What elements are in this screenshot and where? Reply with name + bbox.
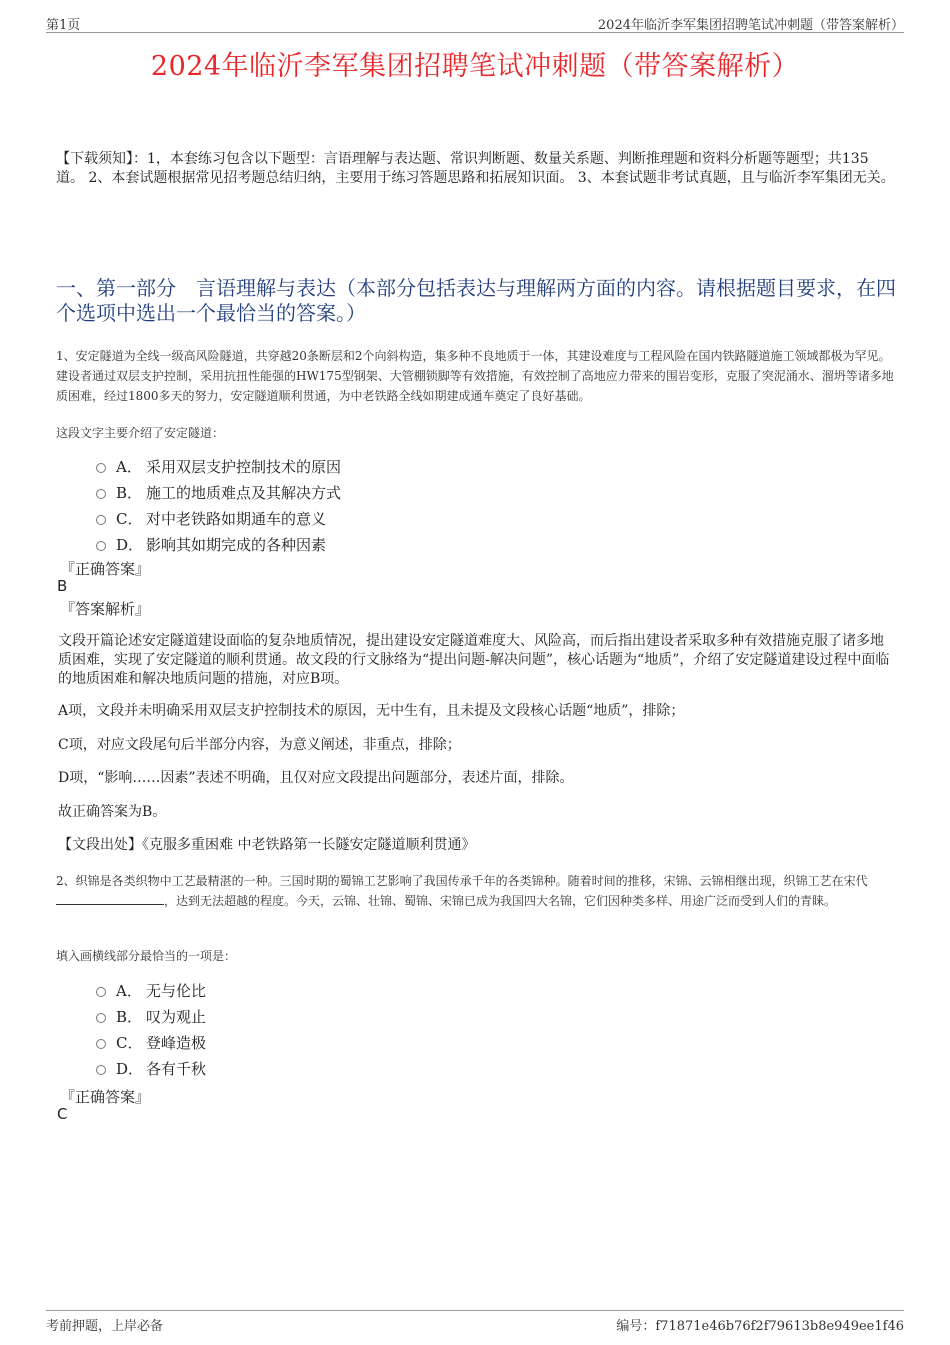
question-2-prompt: 填入画横线部分最恰当的一项是： [56, 949, 237, 963]
page-number: 第1页 [46, 18, 81, 33]
correct-answer: B [57, 577, 68, 595]
document-title: 2024年临沂李军集团招聘笔试冲刺题（带答案解析） [150, 51, 800, 82]
option-letter: A． [116, 457, 142, 476]
option-a[interactable] [96, 453, 341, 479]
option-c[interactable] [96, 505, 341, 531]
analysis-paragraph: A项，文段并未明确采用双层支护控制技术的原因，无中生有，且未提及文段核心话题“地质”，排除； [58, 703, 685, 719]
option-b[interactable] [96, 479, 341, 505]
option-text: 采用双层支护控制技术的原因 [146, 457, 342, 476]
analysis-paragraph: 故正确答案为B。 [58, 804, 167, 820]
option-letter: D． [116, 535, 144, 554]
section-heading: 一、第一部分 言语理解与表达（本部分包括表达与理解两方面的内容。请根据题目要求，在四个选项中选出一个最恰当的答案。） [56, 276, 896, 325]
option-letter: B． [116, 1007, 143, 1026]
question-1-text: 1、安定隧道为全线一级高风险隧道，共穿越20条断层和2个向斜构造，集多种不良地质于一体，其建设难度与工程风险在国内铁路隧道施工领域都极为罕见。建设者通过双层支护控制，采用抗扭性能强的HW175型钢架、大管棚锁脚等有效措施，有效控制了高地应力带来的围岩变形，克服了突泥涌水、溜坍等诸多地质困难，经过1800多天的努力，安定隧道顺利贯通，为中老铁路全线如期建成通车奠定了良好基础。 [56, 349, 894, 403]
radio-icon[interactable] [96, 1065, 106, 1075]
download-notice: 【下载须知】：1，本套练习包含以下题型：言语理解与表达题、常识判断题、数量关系题、判断推理题和资料分析题等题型；共135道。 2、本套试题根据常见招考题总结归纳，主要用于练习答题思路和拓展知识面。 3、本套试题非考试真题，且与临沂李军集团无关。 [56, 151, 895, 186]
option-text: 无与伦比 [146, 981, 207, 1000]
correct-answer: C [57, 1105, 68, 1123]
radio-icon[interactable] [96, 515, 106, 525]
question-1-prompt: 这段文字主要介绍了安定隧道： [56, 426, 225, 440]
header-doc-title: 2024年临沂李军集团招聘笔试冲刺题（带答案解析） [597, 18, 904, 33]
page-header [46, 14, 904, 33]
page-footer [46, 1310, 904, 1334]
footer-serial: 编号：f71871e46b76f2f79613b8e949ee1f46 [616, 1319, 904, 1334]
option-text: 登峰造极 [146, 1033, 207, 1052]
footer-slogan: 考前押题，上岸必备 [46, 1319, 164, 1334]
option-d[interactable] [96, 1055, 206, 1081]
analysis-paragraph: 文段开篇论述安定隧道建设面临的复杂地质情况，提出建设安定隧道难度大、风险高，而后指出建设者采取多种有效措施克服了诸多地质困难，实现了安定隧道的顺利贯通。故文段的行文脉络为“提出问题-解决问题”，核心话题为“地质”，介绍了安定隧道建设过程中面临的地质困难和解决地质问题的措施，对应B项。 [58, 633, 890, 687]
fill-blank [56, 892, 164, 905]
correct-answer-label: 『正确答案』 [60, 1088, 151, 1106]
radio-icon[interactable] [96, 489, 106, 499]
analysis-paragraph: D项，“影响……因素”表述不明确，且仅对应文段提出问题部分，表述片面，排除。 [58, 770, 574, 786]
option-letter: B． [116, 483, 143, 502]
question-2-text-after: ，达到无法超越的程度。今天，云锦、壮锦、蜀锦、宋锦已成为我国四大名锦，它们因种类多样、用途广泛而受到人们的青睐。 [164, 894, 837, 908]
radio-icon[interactable] [96, 541, 106, 551]
option-text: 影响其如期完成的各种因素 [146, 535, 327, 554]
correct-answer-label: 『正确答案』 [60, 560, 151, 578]
radio-icon[interactable] [96, 1013, 106, 1023]
analysis-label: 『答案解析』 [60, 600, 151, 618]
question-2-text-before: 2、织锦是各类织物中工艺最精湛的一种。三国时期的蜀锦工艺影响了我国传承千年的各类锦种。随着时间的推移，宋锦、云锦相继出现，织锦工艺在宋代 [56, 874, 868, 888]
option-text: 对中老铁路如期通车的意义 [146, 509, 327, 528]
option-letter: A． [116, 981, 142, 1000]
source-citation: 【文段出处】《克服多重困难 中老铁路第一长隧安定隧道顺利贯通》 [58, 837, 476, 853]
option-c[interactable] [96, 1029, 206, 1055]
option-a[interactable] [96, 977, 206, 1003]
option-d[interactable] [96, 531, 341, 557]
option-b[interactable] [96, 1003, 206, 1029]
question-1-options [96, 453, 341, 557]
question-2-options [96, 977, 206, 1081]
option-text: 各有千秋 [146, 1059, 207, 1078]
option-letter: C． [116, 1033, 143, 1052]
radio-icon[interactable] [96, 1039, 106, 1049]
radio-icon[interactable] [96, 987, 106, 997]
option-text: 叹为观止 [146, 1007, 207, 1026]
question-2-text [56, 871, 896, 911]
option-letter: C． [116, 509, 143, 528]
radio-icon[interactable] [96, 463, 106, 473]
analysis-paragraph: C项，对应文段尾句后半部分内容，为意义阐述，非重点，排除； [58, 737, 461, 753]
option-text: 施工的地质难点及其解决方式 [146, 483, 342, 502]
option-letter: D． [116, 1059, 144, 1078]
